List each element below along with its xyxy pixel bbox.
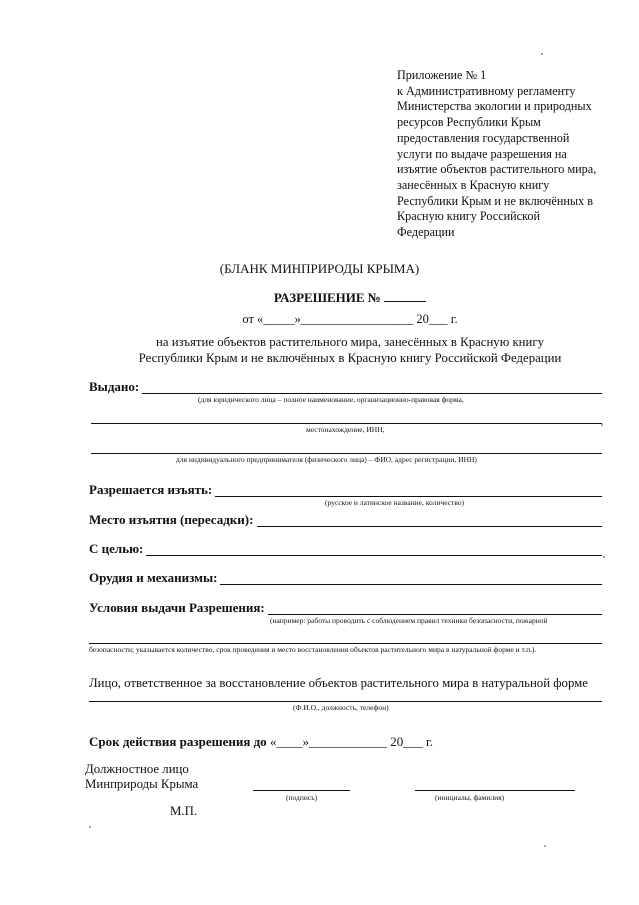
annex-line: ресурсов Республики Крым xyxy=(397,115,541,130)
purpose-label: С целью: xyxy=(89,541,144,556)
issued-to-label: Выдано: xyxy=(89,379,140,394)
issued-to-hint: (для юридического лица – полное наименование, организационно-правовая форма, xyxy=(198,395,464,404)
conditions-hint: безопасности; указывается количество, срок проведения и место восстановления объектов растительного мира в натуральной форме и т.п.). xyxy=(89,645,537,654)
conditions-label: Условия выдачи Разрешения: xyxy=(89,600,265,615)
annex-line: Федерации xyxy=(397,225,455,240)
permit-number-field[interactable] xyxy=(384,290,426,302)
scan-speck xyxy=(541,53,543,55)
scan-speck xyxy=(603,556,605,558)
scan-speck xyxy=(601,424,603,426)
annex-block xyxy=(397,68,627,241)
blank-caption: (БЛАНК МИНПРИРОДЫ КРЫМА) xyxy=(219,261,420,276)
issued-to-field[interactable] xyxy=(142,393,602,394)
official-title-line-2: Минприроды Крыма xyxy=(85,777,199,791)
purpose-field[interactable] xyxy=(146,555,602,556)
title-text: РАЗРЕШЕНИЕ № xyxy=(273,290,381,305)
allowed-label: Разрешается изъять: xyxy=(89,482,213,497)
annex-line: Приложение № 1 xyxy=(397,68,487,82)
name-hint: (инициалы, фамилия) xyxy=(435,793,505,802)
allowed-hint: (русское и латинское название, количество) xyxy=(325,498,465,507)
annex-line: Красную книгу Российской xyxy=(397,209,540,224)
annex-line: Республики Крым и не включённых в xyxy=(397,193,593,208)
name-field[interactable] xyxy=(415,790,575,791)
validity-date-field[interactable]: «____»____________ 20___ г. xyxy=(269,734,434,749)
annex-line: занесённых в Красную книгу xyxy=(397,177,550,192)
scan-speck xyxy=(89,826,91,828)
conditions-field-2[interactable] xyxy=(89,643,602,644)
allowed-field[interactable] xyxy=(215,496,602,497)
validity-line xyxy=(89,734,433,750)
official-title-line-1: Должностное лицо xyxy=(85,762,189,776)
responsible-field[interactable] xyxy=(89,701,602,702)
place-label: Место изъятия (пересадки): xyxy=(89,512,254,527)
conditions-field[interactable] xyxy=(268,614,602,615)
tools-label: Орудия и механизмы: xyxy=(89,570,218,585)
scan-speck xyxy=(544,845,546,847)
issued-to-field-2[interactable] xyxy=(91,423,602,424)
responsible-hint: (Ф.И.О., должность, телефон) xyxy=(293,703,389,712)
annex-line: изъятие объектов растительного мира, xyxy=(397,162,597,177)
signature-field[interactable] xyxy=(253,790,350,791)
issued-to-hint: для индивидуального предпринимателя (физического лица) – ФИО, адрес регистрации, ИНН) xyxy=(176,455,477,464)
issued-to-hint: местонахождение, ИНН, xyxy=(306,425,385,434)
annex-line: Министерства экологии и природных xyxy=(397,99,592,114)
stamp-placeholder: М.П. xyxy=(170,804,198,818)
annex-line: услуги по выдаче разрешения на xyxy=(397,146,567,161)
annex-line: предоставления государственной xyxy=(397,130,570,145)
validity-label: Срок действия разрешения до xyxy=(89,734,267,749)
document-title xyxy=(0,290,639,306)
tools-field[interactable] xyxy=(220,584,602,585)
conditions-hint: (например: работы проводить с соблюдением правил техники безопасности, пожарной xyxy=(270,616,548,625)
responsible-label: Лицо, ответственное за восстановление объектов растительного мира в натуральной форме xyxy=(89,676,588,690)
annex-line: к Административному регламенту xyxy=(397,83,576,98)
subtitle-line-1: на изъятие объектов растительного мира, занесённых в Красную книгу xyxy=(155,335,545,349)
issued-to-field-3[interactable] xyxy=(91,453,602,454)
subtitle-line-2: Республики Крым и не включённых в Красную книгу Российской Федерации xyxy=(138,351,562,365)
signature-hint: (подпись) xyxy=(286,793,318,802)
place-field[interactable] xyxy=(257,526,602,527)
issue-date-line[interactable]: от «_____»__________________ 20___ г. xyxy=(242,312,458,326)
